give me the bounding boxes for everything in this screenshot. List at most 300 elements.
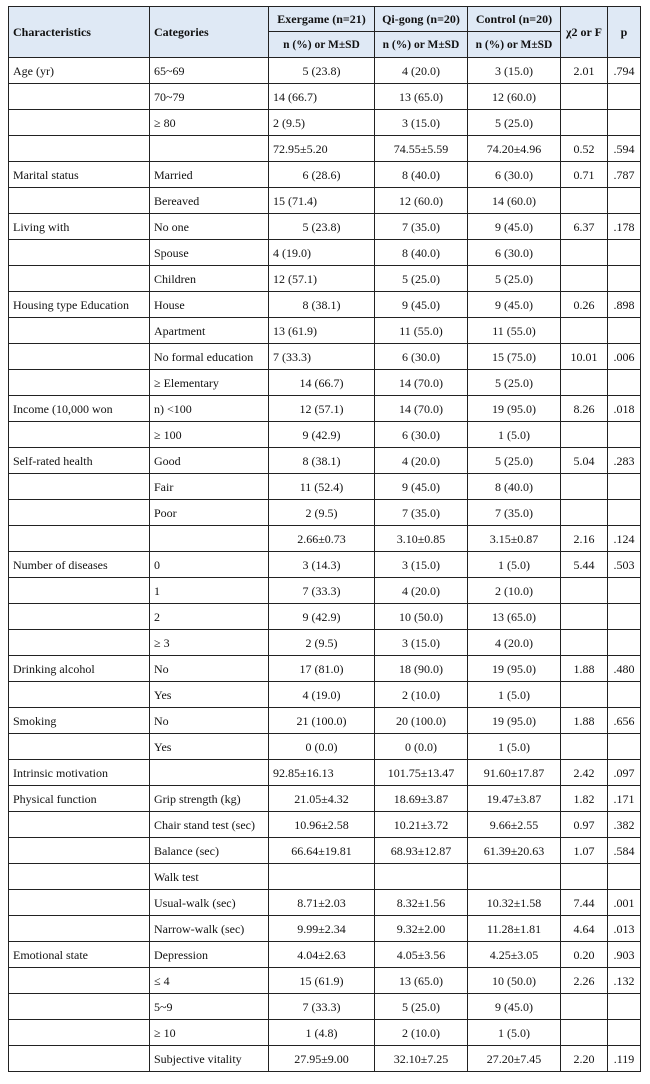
cell-p-value xyxy=(608,682,641,708)
cell-qigong: 18 (90.0) xyxy=(375,656,468,682)
table-row xyxy=(9,994,641,1020)
cell-p-value: .594 xyxy=(608,136,641,162)
cell-characteristic: Drinking alcohol xyxy=(9,656,150,682)
table-container xyxy=(8,6,640,1072)
cell-qigong: 4 (20.0) xyxy=(375,448,468,474)
cell-exergame: 21.05±4.32 xyxy=(269,786,375,812)
table-row xyxy=(9,110,641,136)
cell-p-value xyxy=(608,1020,641,1046)
cell-control: 11 (55.0) xyxy=(468,318,561,344)
table-row xyxy=(9,682,641,708)
cell-category: No xyxy=(150,656,269,682)
table-row xyxy=(9,84,641,110)
cell-control: 9 (45.0) xyxy=(468,214,561,240)
header-control: Control (n=20) xyxy=(468,7,561,32)
cell-category: Usual-walk (sec) xyxy=(150,890,269,916)
cell-p-value: .013 xyxy=(608,916,641,942)
cell-characteristic xyxy=(9,188,150,214)
cell-characteristic xyxy=(9,344,150,370)
cell-characteristic xyxy=(9,994,150,1020)
cell-qigong: 4 (20.0) xyxy=(375,578,468,604)
table-row xyxy=(9,240,641,266)
cell-statistic: 0.97 xyxy=(561,812,608,838)
cell-exergame: 21 (100.0) xyxy=(269,708,375,734)
cell-qigong: 3 (15.0) xyxy=(375,630,468,656)
table-row xyxy=(9,162,641,188)
cell-p-value: .787 xyxy=(608,162,641,188)
table-row xyxy=(9,292,641,318)
cell-characteristic xyxy=(9,422,150,448)
cell-statistic xyxy=(561,266,608,292)
cell-exergame: 4.04±2.63 xyxy=(269,942,375,968)
cell-p-value: .171 xyxy=(608,786,641,812)
cell-characteristic xyxy=(9,630,150,656)
cell-p-value xyxy=(608,994,641,1020)
cell-control: 5 (25.0) xyxy=(468,370,561,396)
cell-exergame: 6 (28.6) xyxy=(269,162,375,188)
header-characteristics: Characteristics xyxy=(9,7,150,58)
cell-statistic: 6.37 xyxy=(561,214,608,240)
cell-statistic xyxy=(561,318,608,344)
cell-control: 1 (5.0) xyxy=(468,552,561,578)
cell-exergame: 8.71±2.03 xyxy=(269,890,375,916)
cell-statistic: 8.26 xyxy=(561,396,608,422)
cell-category: 5~9 xyxy=(150,994,269,1020)
cell-qigong: 9 (45.0) xyxy=(375,474,468,500)
cell-characteristic: Intrinsic motivation xyxy=(9,760,150,786)
cell-statistic xyxy=(561,422,608,448)
cell-category: ≥ Elementary xyxy=(150,370,269,396)
cell-p-value: .382 xyxy=(608,812,641,838)
cell-qigong: 8 (40.0) xyxy=(375,162,468,188)
cell-qigong: 8 (40.0) xyxy=(375,240,468,266)
cell-characteristic: Marital status xyxy=(9,162,150,188)
cell-exergame: 10.96±2.58 xyxy=(269,812,375,838)
cell-p-value: .794 xyxy=(608,58,641,84)
cell-category: Depression xyxy=(150,942,269,968)
cell-exergame: 27.95±9.00 xyxy=(269,1046,375,1072)
cell-statistic: 0.26 xyxy=(561,292,608,318)
cell-p-value: .903 xyxy=(608,942,641,968)
cell-category: 65~69 xyxy=(150,58,269,84)
cell-characteristic xyxy=(9,136,150,162)
cell-category xyxy=(150,526,269,552)
cell-statistic xyxy=(561,370,608,396)
cell-characteristic xyxy=(9,266,150,292)
cell-characteristic xyxy=(9,890,150,916)
cell-category: ≤ 4 xyxy=(150,968,269,994)
cell-p-value: .097 xyxy=(608,760,641,786)
cell-p-value xyxy=(608,266,641,292)
cell-characteristic xyxy=(9,240,150,266)
cell-exergame: 9 (42.9) xyxy=(269,422,375,448)
cell-exergame: 4 (19.0) xyxy=(269,240,375,266)
cell-p-value: .898 xyxy=(608,292,641,318)
cell-characteristic xyxy=(9,500,150,526)
cell-control: 3 (15.0) xyxy=(468,58,561,84)
cell-qigong: 68.93±12.87 xyxy=(375,838,468,864)
table-row xyxy=(9,422,641,448)
cell-exergame: 4 (19.0) xyxy=(269,682,375,708)
cell-p-value: .119 xyxy=(608,1046,641,1072)
cell-exergame: 9.99±2.34 xyxy=(269,916,375,942)
cell-control: 1 (5.0) xyxy=(468,422,561,448)
cell-qigong: 4.05±3.56 xyxy=(375,942,468,968)
table-row xyxy=(9,318,641,344)
cell-characteristic xyxy=(9,84,150,110)
cell-qigong: 5 (25.0) xyxy=(375,994,468,1020)
table-body xyxy=(9,58,641,1072)
cell-statistic xyxy=(561,994,608,1020)
table-row xyxy=(9,578,641,604)
cell-category: ≥ 10 xyxy=(150,1020,269,1046)
cell-characteristic: Housing type Education xyxy=(9,292,150,318)
cell-characteristic xyxy=(9,1020,150,1046)
cell-category: No formal education xyxy=(150,344,269,370)
cell-characteristic: Number of diseases xyxy=(9,552,150,578)
cell-qigong: 13 (65.0) xyxy=(375,84,468,110)
cell-p-value xyxy=(608,864,641,890)
cell-control: 12 (60.0) xyxy=(468,84,561,110)
cell-p-value: .480 xyxy=(608,656,641,682)
cell-category: Grip strength (kg) xyxy=(150,786,269,812)
header-chi-square-or-f: χ2 or F xyxy=(561,7,608,58)
cell-statistic: 2.26 xyxy=(561,968,608,994)
cell-control: 11.28±1.81 xyxy=(468,916,561,942)
cell-characteristic xyxy=(9,474,150,500)
cell-control: 3.15±0.87 xyxy=(468,526,561,552)
cell-qigong: 8.32±1.56 xyxy=(375,890,468,916)
cell-statistic xyxy=(561,500,608,526)
cell-control: 19 (95.0) xyxy=(468,708,561,734)
header-control-unit: n (%) or M±SD xyxy=(468,32,561,58)
cell-statistic: 2.01 xyxy=(561,58,608,84)
cell-category: Apartment xyxy=(150,318,269,344)
table-row xyxy=(9,448,641,474)
cell-statistic xyxy=(561,110,608,136)
cell-category: Walk test xyxy=(150,864,269,890)
cell-control: 4.25±3.05 xyxy=(468,942,561,968)
cell-category: 0 xyxy=(150,552,269,578)
table-header xyxy=(9,7,641,58)
cell-statistic xyxy=(561,734,608,760)
cell-statistic xyxy=(561,474,608,500)
cell-statistic xyxy=(561,188,608,214)
cell-category: Spouse xyxy=(150,240,269,266)
cell-statistic xyxy=(561,864,608,890)
cell-control: 15 (75.0) xyxy=(468,344,561,370)
table-row xyxy=(9,786,641,812)
cell-characteristic: Income (10,000 won xyxy=(9,396,150,422)
table-row xyxy=(9,890,641,916)
table-row xyxy=(9,968,641,994)
cell-characteristic xyxy=(9,734,150,760)
cell-characteristic xyxy=(9,604,150,630)
header-p-value: p xyxy=(608,7,641,58)
cell-category: Good xyxy=(150,448,269,474)
cell-control: 19 (95.0) xyxy=(468,396,561,422)
cell-p-value: .001 xyxy=(608,890,641,916)
cell-exergame: 7 (33.3) xyxy=(269,344,375,370)
cell-exergame: 15 (61.9) xyxy=(269,968,375,994)
cell-category: ≥ 3 xyxy=(150,630,269,656)
cell-control: 5 (25.0) xyxy=(468,110,561,136)
cell-characteristic: Self-rated health xyxy=(9,448,150,474)
cell-characteristic xyxy=(9,864,150,890)
cell-statistic xyxy=(561,630,608,656)
cell-control: 13 (65.0) xyxy=(468,604,561,630)
cell-qigong: 12 (60.0) xyxy=(375,188,468,214)
cell-category xyxy=(150,760,269,786)
cell-characteristic xyxy=(9,682,150,708)
cell-qigong: 3 (15.0) xyxy=(375,110,468,136)
cell-category: Fair xyxy=(150,474,269,500)
cell-p-value: .584 xyxy=(608,838,641,864)
cell-exergame: 72.95±5.20 xyxy=(269,136,375,162)
cell-category: 1 xyxy=(150,578,269,604)
table-row xyxy=(9,474,641,500)
cell-statistic: 0.52 xyxy=(561,136,608,162)
cell-qigong: 6 (30.0) xyxy=(375,422,468,448)
cell-p-value xyxy=(608,84,641,110)
cell-statistic xyxy=(561,240,608,266)
table-row xyxy=(9,1046,641,1072)
cell-p-value xyxy=(608,188,641,214)
cell-exergame: 8 (38.1) xyxy=(269,292,375,318)
cell-p-value: .178 xyxy=(608,214,641,240)
header-exergame-unit: n (%) or M±SD xyxy=(269,32,375,58)
cell-p-value xyxy=(608,318,641,344)
cell-statistic: 1.07 xyxy=(561,838,608,864)
cell-qigong: 7 (35.0) xyxy=(375,214,468,240)
table-row xyxy=(9,58,641,84)
cell-statistic: 2.42 xyxy=(561,760,608,786)
cell-p-value xyxy=(608,604,641,630)
cell-statistic: 10.01 xyxy=(561,344,608,370)
table-row xyxy=(9,396,641,422)
cell-p-value: .132 xyxy=(608,968,641,994)
cell-p-value xyxy=(608,734,641,760)
cell-category xyxy=(150,136,269,162)
cell-exergame: 5 (23.8) xyxy=(269,58,375,84)
cell-qigong: 13 (65.0) xyxy=(375,968,468,994)
cell-p-value: .124 xyxy=(608,526,641,552)
cell-category: ≥ 100 xyxy=(150,422,269,448)
cell-qigong: 7 (35.0) xyxy=(375,500,468,526)
cell-characteristic: Emotional state xyxy=(9,942,150,968)
cell-statistic xyxy=(561,604,608,630)
cell-category: House xyxy=(150,292,269,318)
cell-qigong: 14 (70.0) xyxy=(375,396,468,422)
table-row xyxy=(9,604,641,630)
table-row xyxy=(9,266,641,292)
cell-characteristic xyxy=(9,838,150,864)
cell-characteristic xyxy=(9,578,150,604)
cell-characteristic: Physical function xyxy=(9,786,150,812)
cell-category: Children xyxy=(150,266,269,292)
cell-control: 10 (50.0) xyxy=(468,968,561,994)
table-row xyxy=(9,500,641,526)
cell-statistic: 1.88 xyxy=(561,656,608,682)
cell-control: 7 (35.0) xyxy=(468,500,561,526)
table-row xyxy=(9,734,641,760)
cell-control: 5 (25.0) xyxy=(468,448,561,474)
cell-qigong: 32.10±7.25 xyxy=(375,1046,468,1072)
table-row xyxy=(9,760,641,786)
cell-qigong: 18.69±3.87 xyxy=(375,786,468,812)
cell-statistic: 0.71 xyxy=(561,162,608,188)
cell-p-value xyxy=(608,630,641,656)
cell-statistic xyxy=(561,578,608,604)
cell-statistic xyxy=(561,682,608,708)
cell-exergame: 12 (57.1) xyxy=(269,396,375,422)
cell-control: 19.47±3.87 xyxy=(468,786,561,812)
table-row xyxy=(9,526,641,552)
cell-control xyxy=(468,864,561,890)
cell-category: Yes xyxy=(150,682,269,708)
cell-p-value xyxy=(608,240,641,266)
cell-characteristic xyxy=(9,110,150,136)
cell-characteristic: Living with xyxy=(9,214,150,240)
table-row xyxy=(9,942,641,968)
cell-p-value xyxy=(608,370,641,396)
cell-p-value xyxy=(608,110,641,136)
cell-control: 10.32±1.58 xyxy=(468,890,561,916)
cell-category: Married xyxy=(150,162,269,188)
cell-exergame: 7 (33.3) xyxy=(269,994,375,1020)
cell-qigong: 14 (70.0) xyxy=(375,370,468,396)
header-qigong: Qi-gong (n=20) xyxy=(375,7,468,32)
cell-qigong: 74.55±5.59 xyxy=(375,136,468,162)
cell-category: Narrow-walk (sec) xyxy=(150,916,269,942)
cell-control: 1 (5.0) xyxy=(468,734,561,760)
cell-exergame: 17 (81.0) xyxy=(269,656,375,682)
cell-qigong: 6 (30.0) xyxy=(375,344,468,370)
cell-qigong: 10 (50.0) xyxy=(375,604,468,630)
cell-exergame: 7 (33.3) xyxy=(269,578,375,604)
header-qigong-unit: n (%) or M±SD xyxy=(375,32,468,58)
cell-qigong: 9 (45.0) xyxy=(375,292,468,318)
cell-exergame: 14 (66.7) xyxy=(269,370,375,396)
table-row xyxy=(9,812,641,838)
cell-control: 6 (30.0) xyxy=(468,162,561,188)
cell-qigong: 11 (55.0) xyxy=(375,318,468,344)
cell-qigong xyxy=(375,864,468,890)
cell-statistic: 0.20 xyxy=(561,942,608,968)
header-categories: Categories xyxy=(150,7,269,58)
cell-characteristic xyxy=(9,916,150,942)
cell-qigong: 3.10±0.85 xyxy=(375,526,468,552)
cell-category: ≥ 80 xyxy=(150,110,269,136)
cell-statistic: 5.44 xyxy=(561,552,608,578)
cell-control: 19 (95.0) xyxy=(468,656,561,682)
cell-control: 9 (45.0) xyxy=(468,994,561,1020)
cell-exergame: 12 (57.1) xyxy=(269,266,375,292)
cell-p-value xyxy=(608,578,641,604)
table-row xyxy=(9,344,641,370)
cell-qigong: 20 (100.0) xyxy=(375,708,468,734)
cell-statistic: 1.82 xyxy=(561,786,608,812)
cell-exergame: 0 (0.0) xyxy=(269,734,375,760)
characteristics-table xyxy=(8,6,641,1072)
cell-p-value: .283 xyxy=(608,448,641,474)
cell-exergame: 1 (4.8) xyxy=(269,1020,375,1046)
cell-characteristic xyxy=(9,370,150,396)
cell-qigong: 2 (10.0) xyxy=(375,682,468,708)
cell-qigong: 101.75±13.47 xyxy=(375,760,468,786)
table-row xyxy=(9,864,641,890)
table-row xyxy=(9,708,641,734)
cell-exergame: 66.64±19.81 xyxy=(269,838,375,864)
cell-control: 1 (5.0) xyxy=(468,682,561,708)
cell-characteristic xyxy=(9,526,150,552)
cell-exergame: 2.66±0.73 xyxy=(269,526,375,552)
cell-category: No one xyxy=(150,214,269,240)
cell-control: 5 (25.0) xyxy=(468,266,561,292)
cell-exergame: 8 (38.1) xyxy=(269,448,375,474)
cell-control: 74.20±4.96 xyxy=(468,136,561,162)
cell-characteristic xyxy=(9,968,150,994)
cell-exergame xyxy=(269,864,375,890)
cell-characteristic xyxy=(9,812,150,838)
cell-exergame: 3 (14.3) xyxy=(269,552,375,578)
table-row xyxy=(9,916,641,942)
cell-category: n) <100 xyxy=(150,396,269,422)
cell-category: 2 xyxy=(150,604,269,630)
cell-control: 6 (30.0) xyxy=(468,240,561,266)
cell-exergame: 2 (9.5) xyxy=(269,500,375,526)
cell-p-value xyxy=(608,474,641,500)
cell-characteristic: Smoking xyxy=(9,708,150,734)
cell-exergame: 13 (61.9) xyxy=(269,318,375,344)
cell-p-value xyxy=(608,422,641,448)
cell-qigong: 9.32±2.00 xyxy=(375,916,468,942)
cell-category: Balance (sec) xyxy=(150,838,269,864)
cell-statistic: 1.88 xyxy=(561,708,608,734)
cell-exergame: 14 (66.7) xyxy=(269,84,375,110)
cell-exergame: 11 (52.4) xyxy=(269,474,375,500)
table-row xyxy=(9,188,641,214)
cell-qigong: 4 (20.0) xyxy=(375,58,468,84)
cell-exergame: 2 (9.5) xyxy=(269,630,375,656)
cell-statistic xyxy=(561,1020,608,1046)
cell-characteristic xyxy=(9,1046,150,1072)
cell-qigong: 5 (25.0) xyxy=(375,266,468,292)
table-row xyxy=(9,552,641,578)
cell-category: Chair stand test (sec) xyxy=(150,812,269,838)
cell-exergame: 2 (9.5) xyxy=(269,110,375,136)
cell-exergame: 15 (71.4) xyxy=(269,188,375,214)
table-row xyxy=(9,136,641,162)
cell-exergame: 5 (23.8) xyxy=(269,214,375,240)
cell-qigong: 2 (10.0) xyxy=(375,1020,468,1046)
cell-control: 9.66±2.55 xyxy=(468,812,561,838)
cell-category: Poor xyxy=(150,500,269,526)
cell-control: 61.39±20.63 xyxy=(468,838,561,864)
cell-qigong: 0 (0.0) xyxy=(375,734,468,760)
cell-control: 9 (45.0) xyxy=(468,292,561,318)
cell-statistic: 4.64 xyxy=(561,916,608,942)
cell-control: 27.20±7.45 xyxy=(468,1046,561,1072)
cell-p-value xyxy=(608,500,641,526)
cell-p-value: .018 xyxy=(608,396,641,422)
cell-statistic: 5.04 xyxy=(561,448,608,474)
cell-p-value: .006 xyxy=(608,344,641,370)
table-row xyxy=(9,370,641,396)
cell-characteristic xyxy=(9,318,150,344)
table-row xyxy=(9,214,641,240)
table-row xyxy=(9,838,641,864)
